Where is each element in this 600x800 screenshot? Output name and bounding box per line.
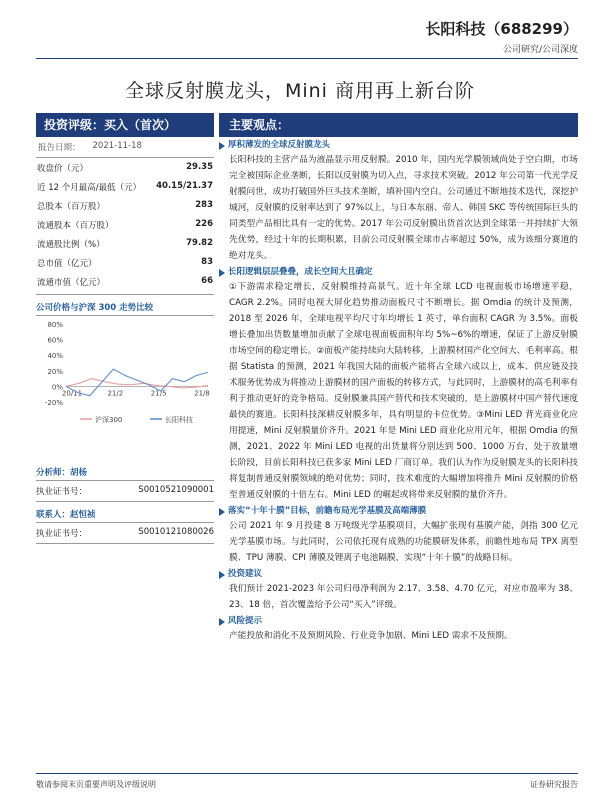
- stat-value: 29.35: [186, 162, 213, 172]
- chart-title: 公司价格与沪深 300 走势比较: [36, 301, 214, 316]
- section-heading-text: 落实“十年十膜”目标，前瞻布局光学基膜及高端薄膜: [228, 506, 427, 516]
- stat-value: 283: [195, 200, 213, 210]
- analyst-name: 胡杨: [70, 468, 88, 478]
- footer-label: 证券研究报告: [530, 780, 578, 789]
- stat-row: [36, 177, 214, 196]
- stat-label: 流通市值（亿元）: [37, 278, 106, 288]
- analyst-block: [36, 466, 214, 502]
- x-tick-label: 21/2: [107, 389, 124, 398]
- header-divider: [36, 58, 578, 59]
- stat-label: 收盘价（元）: [37, 164, 89, 174]
- rating-banner: 投资评级：买入（首次）: [36, 113, 214, 137]
- stat-value: 79.82: [186, 238, 213, 248]
- section-paragraph: 我们预计 2021-2023 年公司归母净利润为 2.17、3.58、4.70 亿元，对应市盈率为 38、23、18 倍，首次覆盖给予公司“买入”评级。: [229, 584, 578, 610]
- contact-label: 联系人：: [36, 510, 71, 520]
- contact-block: [36, 508, 214, 544]
- report-title: 全球反射膜龙头，Mini 商用再上新台阶: [124, 80, 476, 102]
- y-tick-label: 20%: [47, 367, 63, 376]
- bullet-triangle-icon: [219, 618, 225, 626]
- company-header: 长阳科技（688299）: [425, 20, 578, 38]
- y-tick-label: -20%: [44, 399, 63, 407]
- section-heading: [219, 568, 578, 581]
- section-heading: [219, 266, 578, 279]
- contact-name: 赵恒祯: [70, 510, 96, 520]
- report-type: 公司研究/公司深度: [502, 45, 578, 55]
- section-heading-text: 风险提示: [228, 616, 263, 626]
- price-chart: [36, 320, 214, 430]
- bullet-triangle-icon: [219, 508, 225, 516]
- report-date-label: 报告日期：: [38, 143, 81, 153]
- contact-cert-label: 执业证书号：: [36, 529, 88, 539]
- footer-divider: [36, 773, 578, 774]
- y-tick-label: 60%: [47, 336, 63, 345]
- stat-row: [36, 272, 214, 291]
- stat-value: 66: [201, 276, 213, 286]
- stat-label: 近 12 个月最高/最低（元）: [37, 183, 142, 193]
- stat-label: 总股本（百万股）: [37, 202, 106, 212]
- y-tick-label: 0%: [51, 383, 63, 392]
- x-tick-label: 21/5: [150, 389, 167, 398]
- analyst-cert-row: [36, 481, 214, 502]
- contact-cert: S0010121080026: [138, 527, 214, 537]
- right-column: [219, 113, 578, 644]
- stat-value: 226: [195, 219, 213, 229]
- section-heading: [219, 139, 578, 152]
- x-tick-label: 21/8: [194, 389, 210, 398]
- stat-value: 83: [201, 257, 213, 267]
- section-heading: [219, 615, 578, 628]
- left-column: [36, 113, 214, 544]
- stat-row: [36, 196, 214, 215]
- contact-name-row: [36, 508, 214, 523]
- section-paragraph: 长阳科技的主营产品为液晶显示用反射膜。2010 年，国内光学膜领域尚处于空白期，市场完全被国际企业垄断，长阳以反射膜为切入点，寻求技术突破。2012 年公司第一代光学反射膜问世，成功打破国外巨头技术垄断，填补国内空白。公司通过不断地技术迭代，深挖护城河，反射膜的反射率达到了 97%以上，与日本东丽、帝人、韩国 SKC 等传统国际巨头的同类型产品相比具有一定的优势。2017 年公司反射膜出货首次达到全球第一并持续扩大领先优势，经过十年的长期积累，目前公司反射膜全球市占率超过 50%，成为该细分赛道的绝对龙头。: [229, 155, 578, 261]
- stock-stats: [36, 158, 214, 295]
- section-heading-text: 长阳逻辑层层叠叠，成长空间大且确定: [228, 267, 373, 277]
- series-line-1: [66, 369, 208, 396]
- contact-cert-row: [36, 523, 214, 544]
- stat-label: 总市值（亿元）: [37, 259, 97, 269]
- analyst-cert-label: 执业证书号：: [36, 487, 88, 497]
- section-heading-text: 投资建议: [228, 569, 263, 579]
- legend-label: 沪深300: [95, 416, 123, 424]
- stat-label: 流通股本（百万股）: [37, 221, 114, 231]
- report-date-row: [36, 137, 214, 158]
- y-tick-label: 80%: [47, 321, 63, 329]
- bullet-triangle-icon: [219, 269, 225, 277]
- footer-disclaimer: 敬请参阅末页重要声明及评级说明: [36, 780, 156, 789]
- section-heading-text: 厚积薄发的全球反射膜龙头: [228, 140, 331, 150]
- section-paragraph: ①下游需求稳定增长，反射膜维持高景气。近十年全球 LCD 电视面板市场增速平稳，CAGR 2.2%。同时电视大屏化趋势推动面板尺寸不断增长。据 Omdia 的统计及预测，2018 至 2026 年，全球电视平均尺寸年均增长 1 英寸，单台面积 CAGR 为 3.5%。面板增长叠加出货数量增加贡献了全球电视面板面积年均 5%~6%的增速，保证了上游反射膜市场空间的稳定增长。②面板产能持续向大陆转移，上游膜材国产化空间大、毛利率高。根据 Statista 的预测，2021 年我国大陆的面板产能将占全球六成以上，成本、供应链及技术服务优势成为将推动上游膜材的国产面板的转移方式，与此同时，上游膜材的高毛利率有利于推动更好的竞争格局。反射膜兼具国产替代和技术突破的，是上游膜材中国产替代速度最快的赛道。长阳科技深耕反射膜多年，具有明显的卡位优势。③Mini LED 背光商业化应用提速，Mini 反射膜量价齐升。2021 年是 Mini LED 商业化应用元年，根据 Omdia 的预测，2021、2022 年 Mini LED 电视的出货量将分别达到 500、1000 万台，处于放量增长阶段，目前长阳科技已获多家 Mini LED 厂商订单。我们认为作为反射膜龙头的长阳科技将复制普通反射膜领域的绝对优势；同时，技术难度的大幅增加将推升 Mini 反射膜的价格至普通反射膜的十倍左右。Mini LED 的崛起或将带来反射膜的量价齐升。: [229, 282, 578, 500]
- bullet-triangle-icon: [219, 571, 225, 579]
- price-chart-svg: [36, 320, 214, 430]
- section-heading: [219, 505, 578, 518]
- key-points-banner: 主要观点：: [219, 113, 578, 137]
- stat-row: [36, 234, 214, 253]
- stat-value: 40.15/21.37: [156, 181, 213, 191]
- stat-label: 流通股比例（%）: [37, 240, 105, 250]
- analyst-cert: S0010521090001: [138, 485, 214, 495]
- bullet-triangle-icon: [219, 142, 225, 150]
- legend-label: 长阳科技: [165, 416, 193, 424]
- y-tick-label: 40%: [47, 352, 63, 361]
- analyst-name-row: [36, 466, 214, 481]
- stat-row: [36, 215, 214, 234]
- x-tick-label: 20/11: [61, 389, 83, 398]
- stat-row: [36, 253, 214, 272]
- section-paragraph: 产能投放和消化不及预期风险、行业竞争加剧、Mini LED 需求不及预期。: [229, 631, 513, 641]
- stat-row: [36, 158, 214, 177]
- analyst-label: 分析师：: [36, 468, 71, 478]
- section-paragraph: 公司 2021 年 9 月投建 8 万吨级光学基膜项目，大幅扩张现有基膜产能，剑指 300 亿元光学基膜市场。与此同时，公司依托现有成熟的功能膜研发体系，前瞻性地布局 TPX 离型膜、TPU 薄膜、CPI 薄膜及锂离子电池隔膜，实现“十年十膜”的战略目标。: [229, 521, 578, 563]
- report-date: 2021-11-18: [92, 141, 142, 151]
